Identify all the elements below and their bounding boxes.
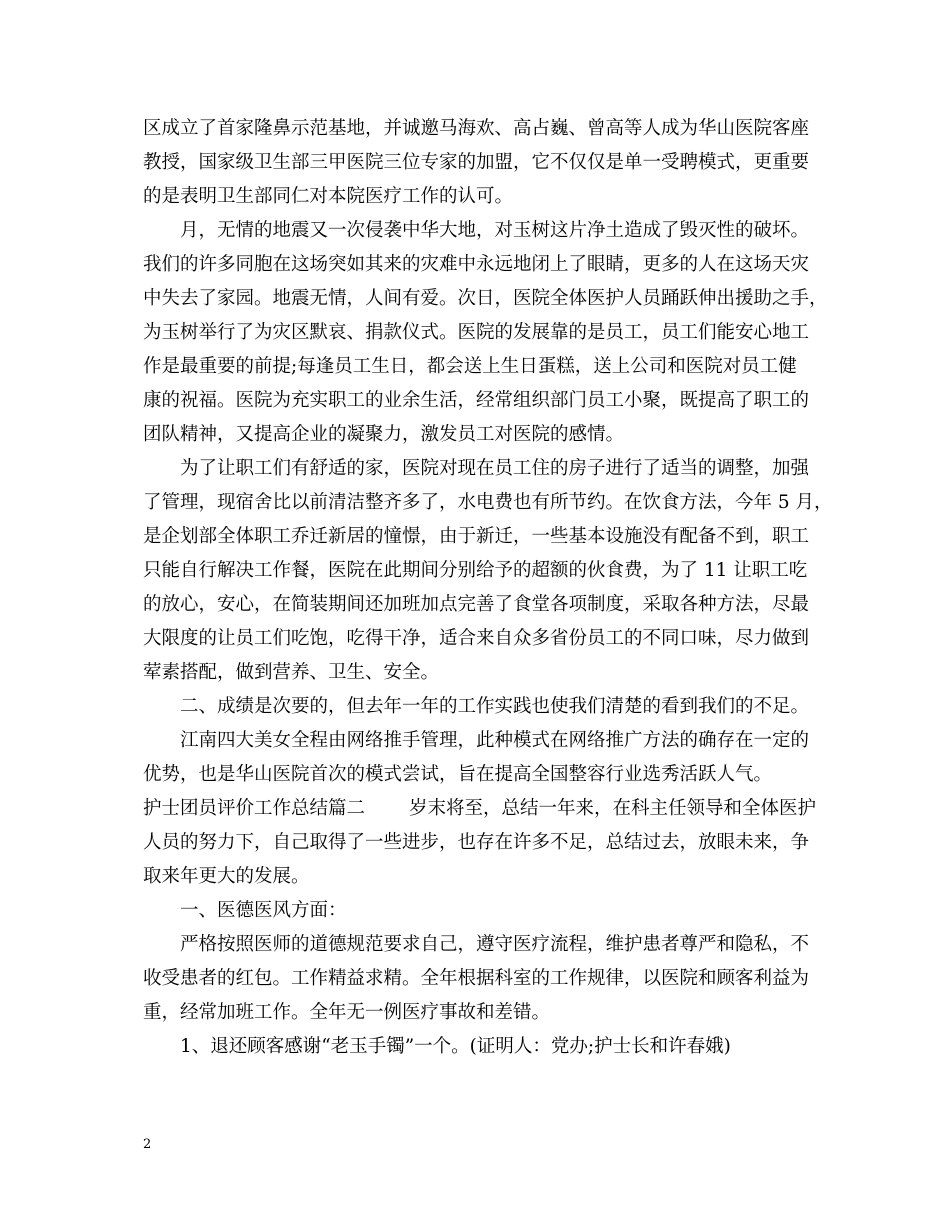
text-line: 大限度的让员工们吃饱，吃得干净，适合来自众多省份员工的不同口味，尽力做到 [143, 628, 810, 649]
text-line: 重，经常加班工作。全年无一例医疗事故和差错。 [143, 1002, 551, 1023]
text-line: 取来年更大的发展。 [143, 866, 310, 887]
text-line: 只能自行解决工作餐，医院在此期间分别给予的超额的伙食费，为了 11 让职工吃 [143, 560, 808, 581]
page-number: 2 [143, 1137, 152, 1152]
text-line: 收受患者的红包。工作精益求精。全年根据科室的工作规律，以医院和顾客利益为 [143, 968, 810, 989]
text-line: 人员的努力下，自己取得了一些进步，也存在许多不足，总结过去，放眼未来，争 [143, 832, 810, 853]
text-line: 月，无情的地震又一次侵袭中华大地，对玉树这片净土造成了毁灭性的破坏。 [180, 220, 810, 241]
text-line: 区成立了首家隆鼻示范基地，并诚邀马海欢、高占巍、曾高等人成为华山医院客座 [143, 118, 810, 139]
text-line: 江南四大美女全程由网络推手管理，此种模式在网络推广方法的确存在一定的 [180, 730, 810, 751]
text-line: 我们的许多同胞在这场突如其来的灾难中永远地闭上了眼睛，更多的人在这场天灾 [143, 254, 810, 275]
text-line: 是企划部全体职工乔迁新居的憧憬，由于新迁，一些基本设施没有配备不到，职工 [143, 526, 810, 547]
section-heading: 二、成绩是次要的，但去年一年的工作实践也使我们清楚的看到我们的不足。 [180, 696, 810, 717]
article-title: 护士团员评价工作总结篇二 [143, 798, 366, 819]
text-line: 中失去了家园。地震无情，人间有爱。次日，医院全体医护人员踊跃伸出援助之手， [143, 288, 828, 309]
text-line: 团队精神，又提高企业的凝聚力，激发员工对医院的感情。 [143, 424, 625, 445]
text-line: 为玉树举行了为灾区默哀、捐款仪式。医院的发展靠的是员工，员工们能安心地工 [143, 322, 810, 343]
section-heading: 一、医德医风方面： [180, 900, 347, 921]
text-line: 康的祝福。医院为充实职工的业余生活，经常组织部门员工小聚，既提高了职工的 [143, 390, 810, 411]
text-line: 1、退还顾客感谢“老玉手镯”一个。(证明人：党办;护士长和许春娥) [180, 1036, 731, 1057]
text-line: 荤素搭配，做到营养、卫生、安全。 [143, 662, 440, 683]
text-line: 优势，也是华山医院首次的模式尝试，旨在提高全国整容行业选秀活跃人气。 [143, 764, 773, 785]
text-line: 为了让职工们有舒适的家，医院对现在员工住的房子进行了适当的调整，加强 [180, 458, 810, 479]
text-line: 作是最重要的前提;每逢员工生日，都会送上生日蛋糕，送上公司和医院对员工健 [143, 356, 797, 377]
text-line [143, 792, 819, 826]
document-body [143, 112, 833, 1064]
text-line: 的是表明卫生部同仁对本院医疗工作的认可。 [143, 186, 514, 207]
text-line: 教授，国家级卫生部三甲医院三位专家的加盟，它不仅仅是单一受聘模式，更重要 [143, 152, 810, 173]
text-run: 岁末将至，总结一年来，在科主任领导和全体医护 [409, 798, 817, 819]
text-line: 了管理，现宿舍比以前清洁整齐多了，水电费也有所节约。在饮食方法，今年 5 月， [143, 492, 833, 513]
text-line: 严格按照医师的道德规范要求自己，遵守医疗流程，维护患者尊严和隐私，不 [180, 934, 810, 955]
text-line: 的放心，安心，在简装期间还加班加点完善了食堂各项制度，采取各种方法，尽最 [143, 594, 810, 615]
